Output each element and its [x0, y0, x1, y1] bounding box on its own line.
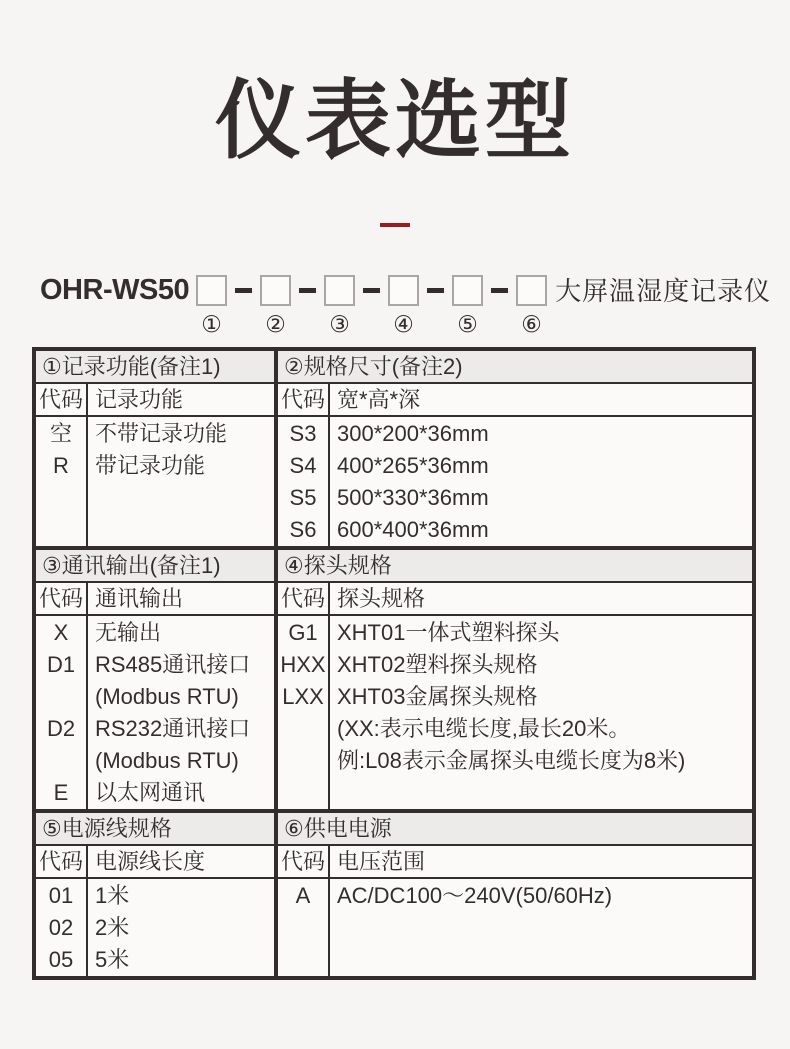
desc-cell: (Modbus RTU): [95, 684, 239, 709]
model-slot-number-1: ①: [201, 311, 222, 337]
col-header-desc: 记录功能: [95, 387, 184, 412]
code-cell: G1: [288, 620, 318, 645]
column-headers: [36, 846, 274, 879]
code-cell: A: [295, 883, 311, 908]
code-cell: [278, 745, 328, 777]
model-slot-5: [452, 271, 483, 336]
column-headers: [278, 583, 752, 616]
code-cell: [36, 745, 86, 777]
desc-cell: (XX:表示电缆长度,最长20米。: [337, 716, 631, 741]
table-section-3: [36, 809, 752, 976]
col-header-desc: 宽*高*深: [337, 387, 421, 412]
code-cell: S6: [289, 517, 317, 542]
desc-column: [330, 616, 752, 809]
code-cell: D1: [46, 652, 76, 677]
table-section-2: [36, 546, 752, 809]
code-column: [36, 616, 88, 809]
desc-cell: XHT01一体式塑料探头: [337, 620, 560, 645]
desc-cell: 400*265*36mm: [337, 453, 489, 478]
desc-cell: 无输出: [95, 620, 162, 645]
desc-column: [88, 616, 274, 809]
column-headers: [278, 384, 752, 417]
section-body: [278, 879, 752, 976]
desc-cell: AC/DC100～240V(50/60Hz): [337, 883, 613, 908]
section-body: [36, 879, 274, 976]
code-cell: E: [53, 780, 69, 805]
col-header-desc: 电压范围: [337, 849, 426, 874]
desc-column: [330, 879, 752, 976]
code-cell: 空: [49, 421, 72, 446]
model-slot-6: [516, 271, 547, 336]
model-slot-number-6: ⑥: [521, 311, 542, 337]
section-body: [36, 417, 274, 546]
desc-cell: XHT03金属探头规格: [337, 684, 538, 709]
col-header-desc: 通讯输出: [95, 586, 184, 611]
section-power-supply: [278, 813, 752, 976]
desc-cell: 带记录功能: [95, 453, 206, 478]
column-headers: [36, 384, 274, 417]
code-cell: 02: [48, 915, 74, 940]
code-cell: [36, 681, 86, 713]
model-slot-box-2: [260, 275, 291, 306]
section-header-power-supply: ⑥供电电源: [278, 813, 752, 846]
model-code-line: [40, 271, 771, 336]
section-comm-output: [36, 550, 274, 809]
section-header-size-spec: ②规格尺寸(备注2): [278, 351, 752, 384]
page-title: 仪表选型: [215, 73, 575, 169]
column-headers: [278, 846, 752, 879]
col-header-code: 代码: [278, 583, 330, 614]
model-dash-2: [299, 288, 316, 293]
desc-cell: 以太网通讯: [95, 780, 206, 805]
table-section-1: [36, 351, 752, 546]
section-header-power-cord: ⑤电源线规格: [36, 813, 274, 846]
model-slot-number-5: ⑤: [457, 311, 478, 337]
desc-cell: 600*400*36mm: [337, 517, 489, 542]
section-header-probe-spec: ④探头规格: [278, 550, 752, 583]
desc-cell: 300*200*36mm: [337, 421, 489, 446]
desc-cell: (Modbus RTU): [95, 748, 239, 773]
desc-cell: XHT02塑料探头规格: [337, 652, 538, 677]
section-power-cord: [36, 813, 274, 976]
model-slot-box-4: [388, 275, 419, 306]
code-cell: S4: [289, 453, 317, 478]
section-record-function: [36, 351, 274, 546]
code-column: [278, 417, 330, 546]
section-header-record-function: ①记录功能(备注1): [36, 351, 274, 384]
code-column: [278, 616, 330, 809]
desc-cell: 5米: [95, 947, 130, 972]
col-header-code: 代码: [36, 583, 88, 614]
code-cell: 01: [48, 883, 74, 908]
desc-cell: 2米: [95, 915, 130, 940]
model-slot-4: [388, 271, 419, 336]
section-body: [36, 616, 274, 809]
model-slot-box-5: [452, 275, 483, 306]
desc-cell: RS232通讯接口: [95, 716, 251, 741]
model-suffix: 大屏温湿度记录仪: [555, 276, 772, 306]
model-slot-box-1: [196, 275, 227, 306]
desc-cell: 1米: [95, 883, 130, 908]
model-dash-4: [427, 288, 444, 293]
section-body: [278, 616, 752, 809]
desc-column: [330, 417, 752, 546]
code-column: [36, 417, 88, 546]
model-slot-box-3: [324, 275, 355, 306]
desc-cell: 例:L08表示金属探头电缆长度为8米): [337, 748, 686, 773]
desc-column: [88, 417, 274, 546]
code-cell: X: [53, 620, 69, 645]
code-cell: [278, 713, 328, 745]
col-header-desc: 电源线长度: [95, 849, 206, 874]
section-probe-spec: [278, 550, 752, 809]
desc-cell: 不带记录功能: [95, 421, 228, 446]
model-dash-1: [235, 288, 252, 293]
model-slot-number-3: ③: [329, 311, 350, 337]
code-column: [278, 879, 330, 976]
code-cell: R: [53, 453, 69, 478]
col-header-code: 代码: [278, 846, 330, 877]
model-slot-2: [260, 271, 291, 336]
model-prefix: OHR-WS50: [40, 274, 190, 306]
code-cell: D2: [46, 716, 76, 741]
col-header-code: 代码: [36, 384, 88, 415]
col-header-code: 代码: [278, 384, 330, 415]
model-slot-1: [196, 271, 227, 336]
code-cell: HXX: [280, 652, 326, 677]
model-slot-box-6: [516, 275, 547, 306]
desc-cell: RS485通讯接口: [95, 652, 251, 677]
section-header-comm-output: ③通讯输出(备注1): [36, 550, 274, 583]
model-dash-3: [363, 288, 380, 293]
desc-cell: 500*330*36mm: [337, 485, 489, 510]
desc-column: [88, 879, 274, 976]
col-header-code: 代码: [36, 846, 88, 877]
code-cell: S3: [289, 421, 317, 446]
code-column: [36, 879, 88, 976]
title-accent-dash: [380, 223, 410, 227]
model-dash-5: [491, 288, 508, 293]
code-cell: 05: [48, 947, 74, 972]
section-size-spec: [278, 351, 752, 546]
model-slot-3: [324, 271, 355, 336]
section-body: [278, 417, 752, 546]
column-headers: [36, 583, 274, 616]
code-cell: LXX: [282, 684, 324, 709]
model-slot-number-2: ②: [265, 311, 286, 337]
code-cell: S5: [289, 485, 317, 510]
selection-table: [32, 347, 756, 980]
col-header-desc: 探头规格: [337, 586, 426, 611]
model-slot-number-4: ④: [393, 311, 414, 337]
